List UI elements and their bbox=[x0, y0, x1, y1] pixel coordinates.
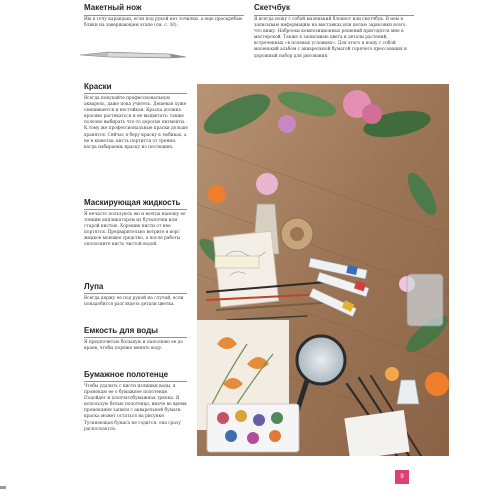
paints-rule bbox=[84, 93, 187, 94]
paints-text: Всегда покупайте профессиональную акварель, даже пока учитесь. Дешевая хуже смешивается и нестойкая. Краска должна красиво растекаться и не выцветать: также полезно выбирать что-то дорогие пигменты. К тому же профессиональные краски дольше хранятся. Сейчас я беру краску в тюбиках, а не в кюветах: кисть портится от трения, когда набираешь краску из последних. bbox=[84, 96, 188, 150]
masking-heading: Маскирующая жидкость bbox=[84, 198, 181, 207]
paints-heading: Краски bbox=[84, 82, 112, 91]
water-heading: Емкость для воды bbox=[84, 326, 158, 335]
sketchbook-text: Я всегда ношу с собой маленький блокнот или скетчбук. В нем я записываю информацию на выставках или делаю зарисовки всего, что вижу. Наброски композиционных решений пригодятся мне в мастерской. Также я записываю цвета и детали растений, встреченных «в полевых условиях». Для этого я ношу с собой маленький альбом с акварельной бумагой горячего прессования и дорожный набор для рисования. bbox=[254, 17, 407, 59]
loupe-heading: Лупа bbox=[84, 282, 104, 291]
water-text: Я предпочитаю большую и наполняю ее до краев, чтобы пореже менять воду. bbox=[84, 340, 183, 352]
masking-rule bbox=[84, 209, 187, 210]
sketchbook-heading: Скетчбук bbox=[254, 3, 290, 12]
art-supplies-photo bbox=[197, 84, 449, 456]
scalpel-image bbox=[78, 46, 190, 64]
knife-rule bbox=[84, 15, 244, 16]
sketchbook-rule bbox=[254, 15, 414, 16]
towel-rule bbox=[84, 381, 187, 382]
knife-heading: Макетный нож bbox=[84, 3, 142, 12]
loupe-rule bbox=[84, 293, 187, 294]
towel-heading: Бумажное полотенце bbox=[84, 370, 169, 379]
page-number: 9 bbox=[395, 470, 409, 484]
masking-text: Я нечасто пользуюсь ею и всегда наношу ее тонким аппликатором из бутылочки или старой кистью. Хорошие кисти от нее портятся. Предварительно вотрите в ворс жидкое моющее средство, а после работы ополосните кисть чистой водой. bbox=[84, 212, 186, 248]
water-rule bbox=[84, 337, 187, 338]
loupe-text: Всегда держу ее под рукой на случай, если понадобится разглядеть детали цветка. bbox=[84, 296, 184, 308]
knife-text: Им я точу карандаш, если под рукой нет точилки, а еще проскребаю блики на завершающем этапе (см. с. 30). bbox=[84, 17, 243, 29]
towel-text: Чтобы удалить с кисти излишки воды, я промокаю ее о бумажное полотенце. Подойдет и хлопчатобумажная тряпка. Я использую белые полотенца, иначе во время промокания записи с акварельной бумаги краска может остаться на рисунке. Тускнеющая бумага не годится: она сразу расползается. bbox=[84, 384, 187, 432]
edge-mark bbox=[0, 486, 6, 489]
